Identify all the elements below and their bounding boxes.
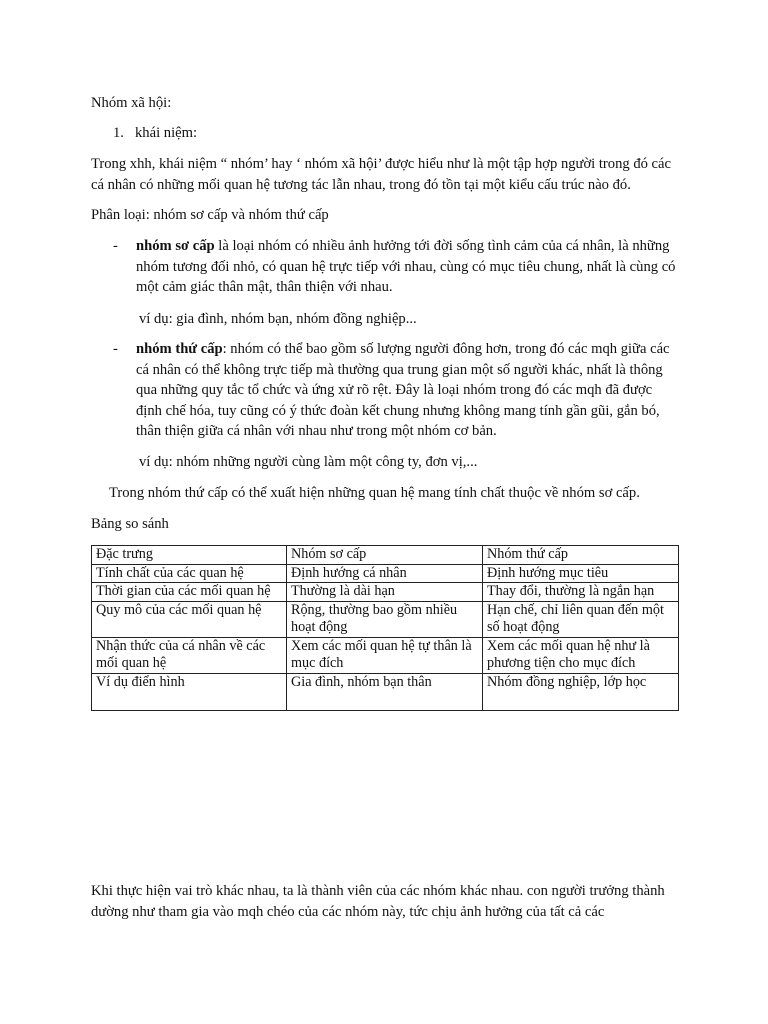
- table-cell: Ví dụ điển hình: [92, 673, 287, 710]
- table-cell: Đặc trưng: [92, 546, 287, 565]
- table-cell: Thường là dài hạn: [287, 583, 483, 602]
- numbered-item: [113, 123, 197, 144]
- comparison-table: [91, 545, 679, 711]
- table-cell: Gia đình, nhóm bạn thân: [287, 673, 483, 710]
- table-cell: Hạn chế, chỉ liên quan đến một số hoạt động: [483, 601, 679, 637]
- table-row: [92, 583, 679, 602]
- table-cell: Tính chất của các quan hệ: [92, 564, 287, 583]
- example-primary-group: ví dụ: gia đình, nhóm bạn, nhóm đồng nghiệp...: [139, 311, 417, 327]
- table-row: [92, 601, 679, 637]
- closing-paragraph: Khi thực hiện vai trò khác nhau, ta là thành viên của các nhóm khác nhau. con người trưởng thành dường như tham gia vào mqh chéo của các nhóm này, tức chịu ảnh hưởng của tất cả các: [91, 883, 665, 920]
- bullet-primary-group: [91, 236, 681, 298]
- bullet-text: [136, 339, 681, 442]
- numbered-item-text: khái niệm:: [135, 125, 198, 141]
- bullet-dash: -: [113, 341, 118, 357]
- table-cell: Xem các mối quan hệ tự thân là mục đích: [287, 637, 483, 673]
- bullet-text: [136, 236, 681, 298]
- definition-paragraph: Trong xhh, khái niệm “ nhóm’ hay ‘ nhóm xã hội’ được hiểu như là một tập hợp người trong đó các cá nhân có những mối quan hệ tương tác lẫn nhau, trong đó tồn tại một kiểu cấu trúc nào đó.: [91, 156, 671, 193]
- table-cell: Quy mô của các mối quan hệ: [92, 601, 287, 637]
- document-heading: Nhóm xã hội:: [91, 95, 172, 111]
- table-row: [92, 673, 679, 710]
- classification-line: Phân loại: nhóm sơ cấp và nhóm thứ cấp: [91, 207, 329, 223]
- table-cell: Thay đổi, thường là ngắn hạn: [483, 583, 679, 602]
- table-cell: Rộng, thường bao gồm nhiều hoạt động: [287, 601, 483, 637]
- bullet-description: là loại nhóm có nhiều ảnh hưởng tới đời sống tình cảm của cá nhân, là những nhóm tương đối nhỏ, có quan hệ trực tiếp với nhau, cùng có mục tiêu chung, nhất là cùng có một cảm giác thân mật, thân thiện với nhau.: [136, 238, 676, 295]
- bullet-dash: -: [113, 238, 118, 254]
- list-number: 1.: [113, 125, 124, 141]
- table-cell: Nhóm đồng nghiệp, lớp học: [483, 673, 679, 710]
- table-cell: Thời gian của các mối quan hệ: [92, 583, 287, 602]
- bullet-term: nhóm sơ cấp: [136, 238, 215, 254]
- bullet-term: nhóm thứ cấp: [136, 341, 223, 357]
- table-row: [92, 637, 679, 673]
- table-cell: Định hướng cá nhân: [287, 564, 483, 583]
- table-row: [92, 564, 679, 583]
- note-paragraph: Trong nhóm thứ cấp có thể xuất hiện những quan hệ mang tính chất thuộc về nhóm sơ cấp.: [109, 485, 640, 501]
- bullet-description: : nhóm có thể bao gồm số lượng người đông hơn, trong đó các mqh giữa các cá nhân có thể không trực tiếp mà thường qua trung gian một số người khác, nhất là thông qua những quy tắc tổ chức và ứng xử rõ rệt. Đây là loại nhóm trong đó các mqh đã được định chế hóa, tuy cũng có ý thức đoàn kết chung nhưng không mang tính gần gũi, gắn bó, thân thiện giữa cá nhân với nhau như trong một nhóm cơ bản.: [136, 341, 670, 439]
- table-cell: Nhóm thứ cấp: [483, 546, 679, 565]
- bullet-secondary-group: [91, 339, 681, 442]
- table-cell: Định hướng mục tiêu: [483, 564, 679, 583]
- table-header-row: [92, 546, 679, 565]
- table-cell: Nhóm sơ cấp: [287, 546, 483, 565]
- table-cell: Nhận thức của cá nhân về các mối quan hệ: [92, 637, 287, 673]
- table-title: Bảng so sánh: [91, 516, 169, 532]
- table-cell: Xem các mối quan hệ như là phương tiện cho mục đích: [483, 637, 679, 673]
- example-secondary-group: ví dụ: nhóm những người cùng làm một công ty, đơn vị,...: [139, 454, 478, 470]
